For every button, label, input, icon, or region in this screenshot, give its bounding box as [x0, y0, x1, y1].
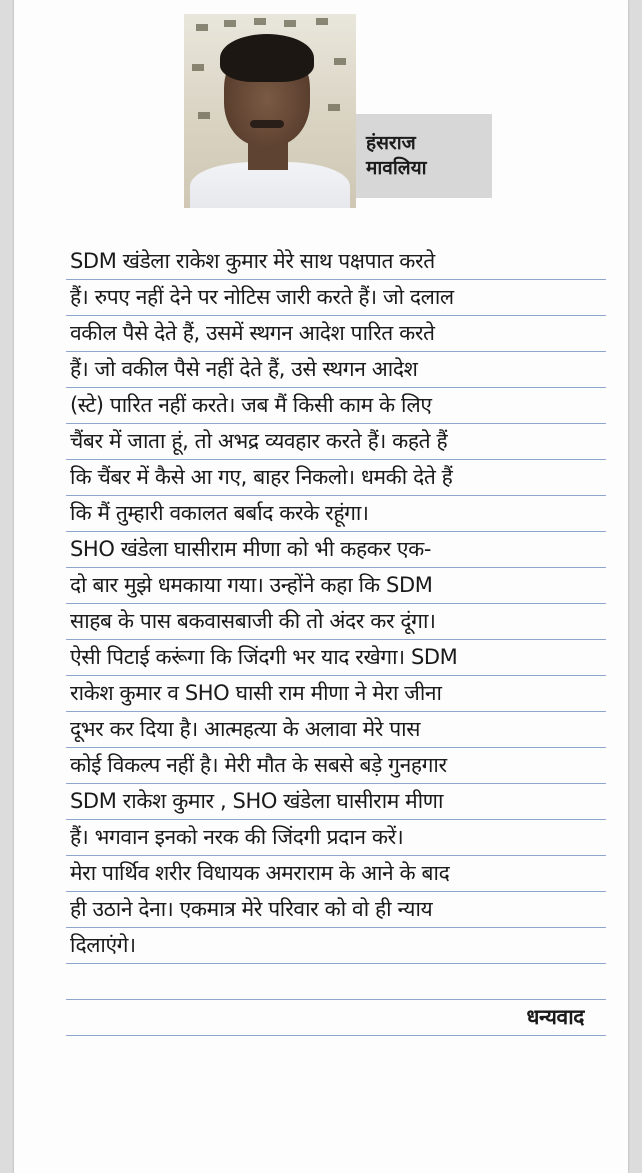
- hair: [220, 34, 314, 82]
- letter-line: कोई विकल्प नहीं है। मेरी मौत के सबसे बड़े गुनहगार: [66, 748, 606, 784]
- caption-first-name: हंसराज: [366, 132, 416, 154]
- wall-decor: [192, 64, 204, 71]
- letter-line: ही उठाने देना। एकमात्र मेरे परिवार को वो ही न्याय: [66, 892, 606, 928]
- letter-line: हैं। रुपए नहीं देने पर नोटिस जारी करते हैं। जो दलाल: [66, 280, 606, 316]
- wall-decor: [328, 104, 340, 111]
- letter-line: चैंबर में जाता हूं, तो अभद्र व्यवहार करते हैं। कहते हैं: [66, 424, 606, 460]
- letter-line: SHO खंडेला घासीराम मीणा को भी कहकर एक-: [66, 532, 606, 568]
- letter-line: (स्टे) पारित नहीं करते। जब मैं किसी काम के लिए: [66, 388, 606, 424]
- wall-decor: [254, 18, 266, 25]
- wall-decor: [316, 18, 328, 25]
- letter-line: दो बार मुझे धमकाया गया। उन्होंने कहा कि SDM: [66, 568, 606, 604]
- name-caption: [356, 114, 492, 198]
- letter-line: SDM राकेश कुमार , SHO खंडेला घासीराम मीणा: [66, 784, 606, 820]
- wall-decor: [224, 20, 236, 27]
- letter-line: दूभर कर दिया है। आत्महत्या के अलावा मेरे पास: [66, 712, 606, 748]
- letter-line: हैं। भगवान इनको नरक की जिंदगी प्रदान करें।: [66, 820, 606, 856]
- letter-line: [66, 964, 606, 1000]
- letter-line: SDM खंडेला राकेश कुमार मेरे साथ पक्षपात करते: [66, 244, 606, 280]
- letter-line: साहब के पास बकवासबाजी की तो अंदर कर दूंगा।: [66, 604, 606, 640]
- wall-decor: [196, 24, 208, 31]
- letter-line: दिलाएंगे।: [66, 928, 606, 964]
- letter-page: [14, 0, 628, 1173]
- wall-decor: [284, 20, 296, 27]
- signature: धन्यवाद: [66, 1000, 606, 1036]
- mustache: [250, 120, 284, 128]
- portrait-photo: [184, 14, 356, 208]
- wall-decor: [198, 112, 210, 119]
- letter-line: कि मैं तुम्हारी वकालत बर्बाद करके रहूंगा।: [66, 496, 606, 532]
- letter-line: हैं। जो वकील पैसे नहीं देते हैं, उसे स्थगन आदेश: [66, 352, 606, 388]
- letter-line: राकेश कुमार व SHO घासी राम मीणा ने मेरा जीना: [66, 676, 606, 712]
- letter-body: [66, 244, 606, 1036]
- letter-line: ऐसी पिटाई करूंगा कि जिंदगी भर याद रखेगा। SDM: [66, 640, 606, 676]
- caption-last-name: मावलिया: [366, 157, 427, 179]
- letter-line: वकील पैसे देते हैं, उसमें स्थगन आदेश पारित करते: [66, 316, 606, 352]
- letter-line: मेरा पार्थिव शरीर विधायक अमराराम के आने के बाद: [66, 856, 606, 892]
- letter-line: कि चैंबर में कैसे आ गए, बाहर निकलो। धमकी देते हैं: [66, 460, 606, 496]
- wall-decor: [334, 58, 346, 65]
